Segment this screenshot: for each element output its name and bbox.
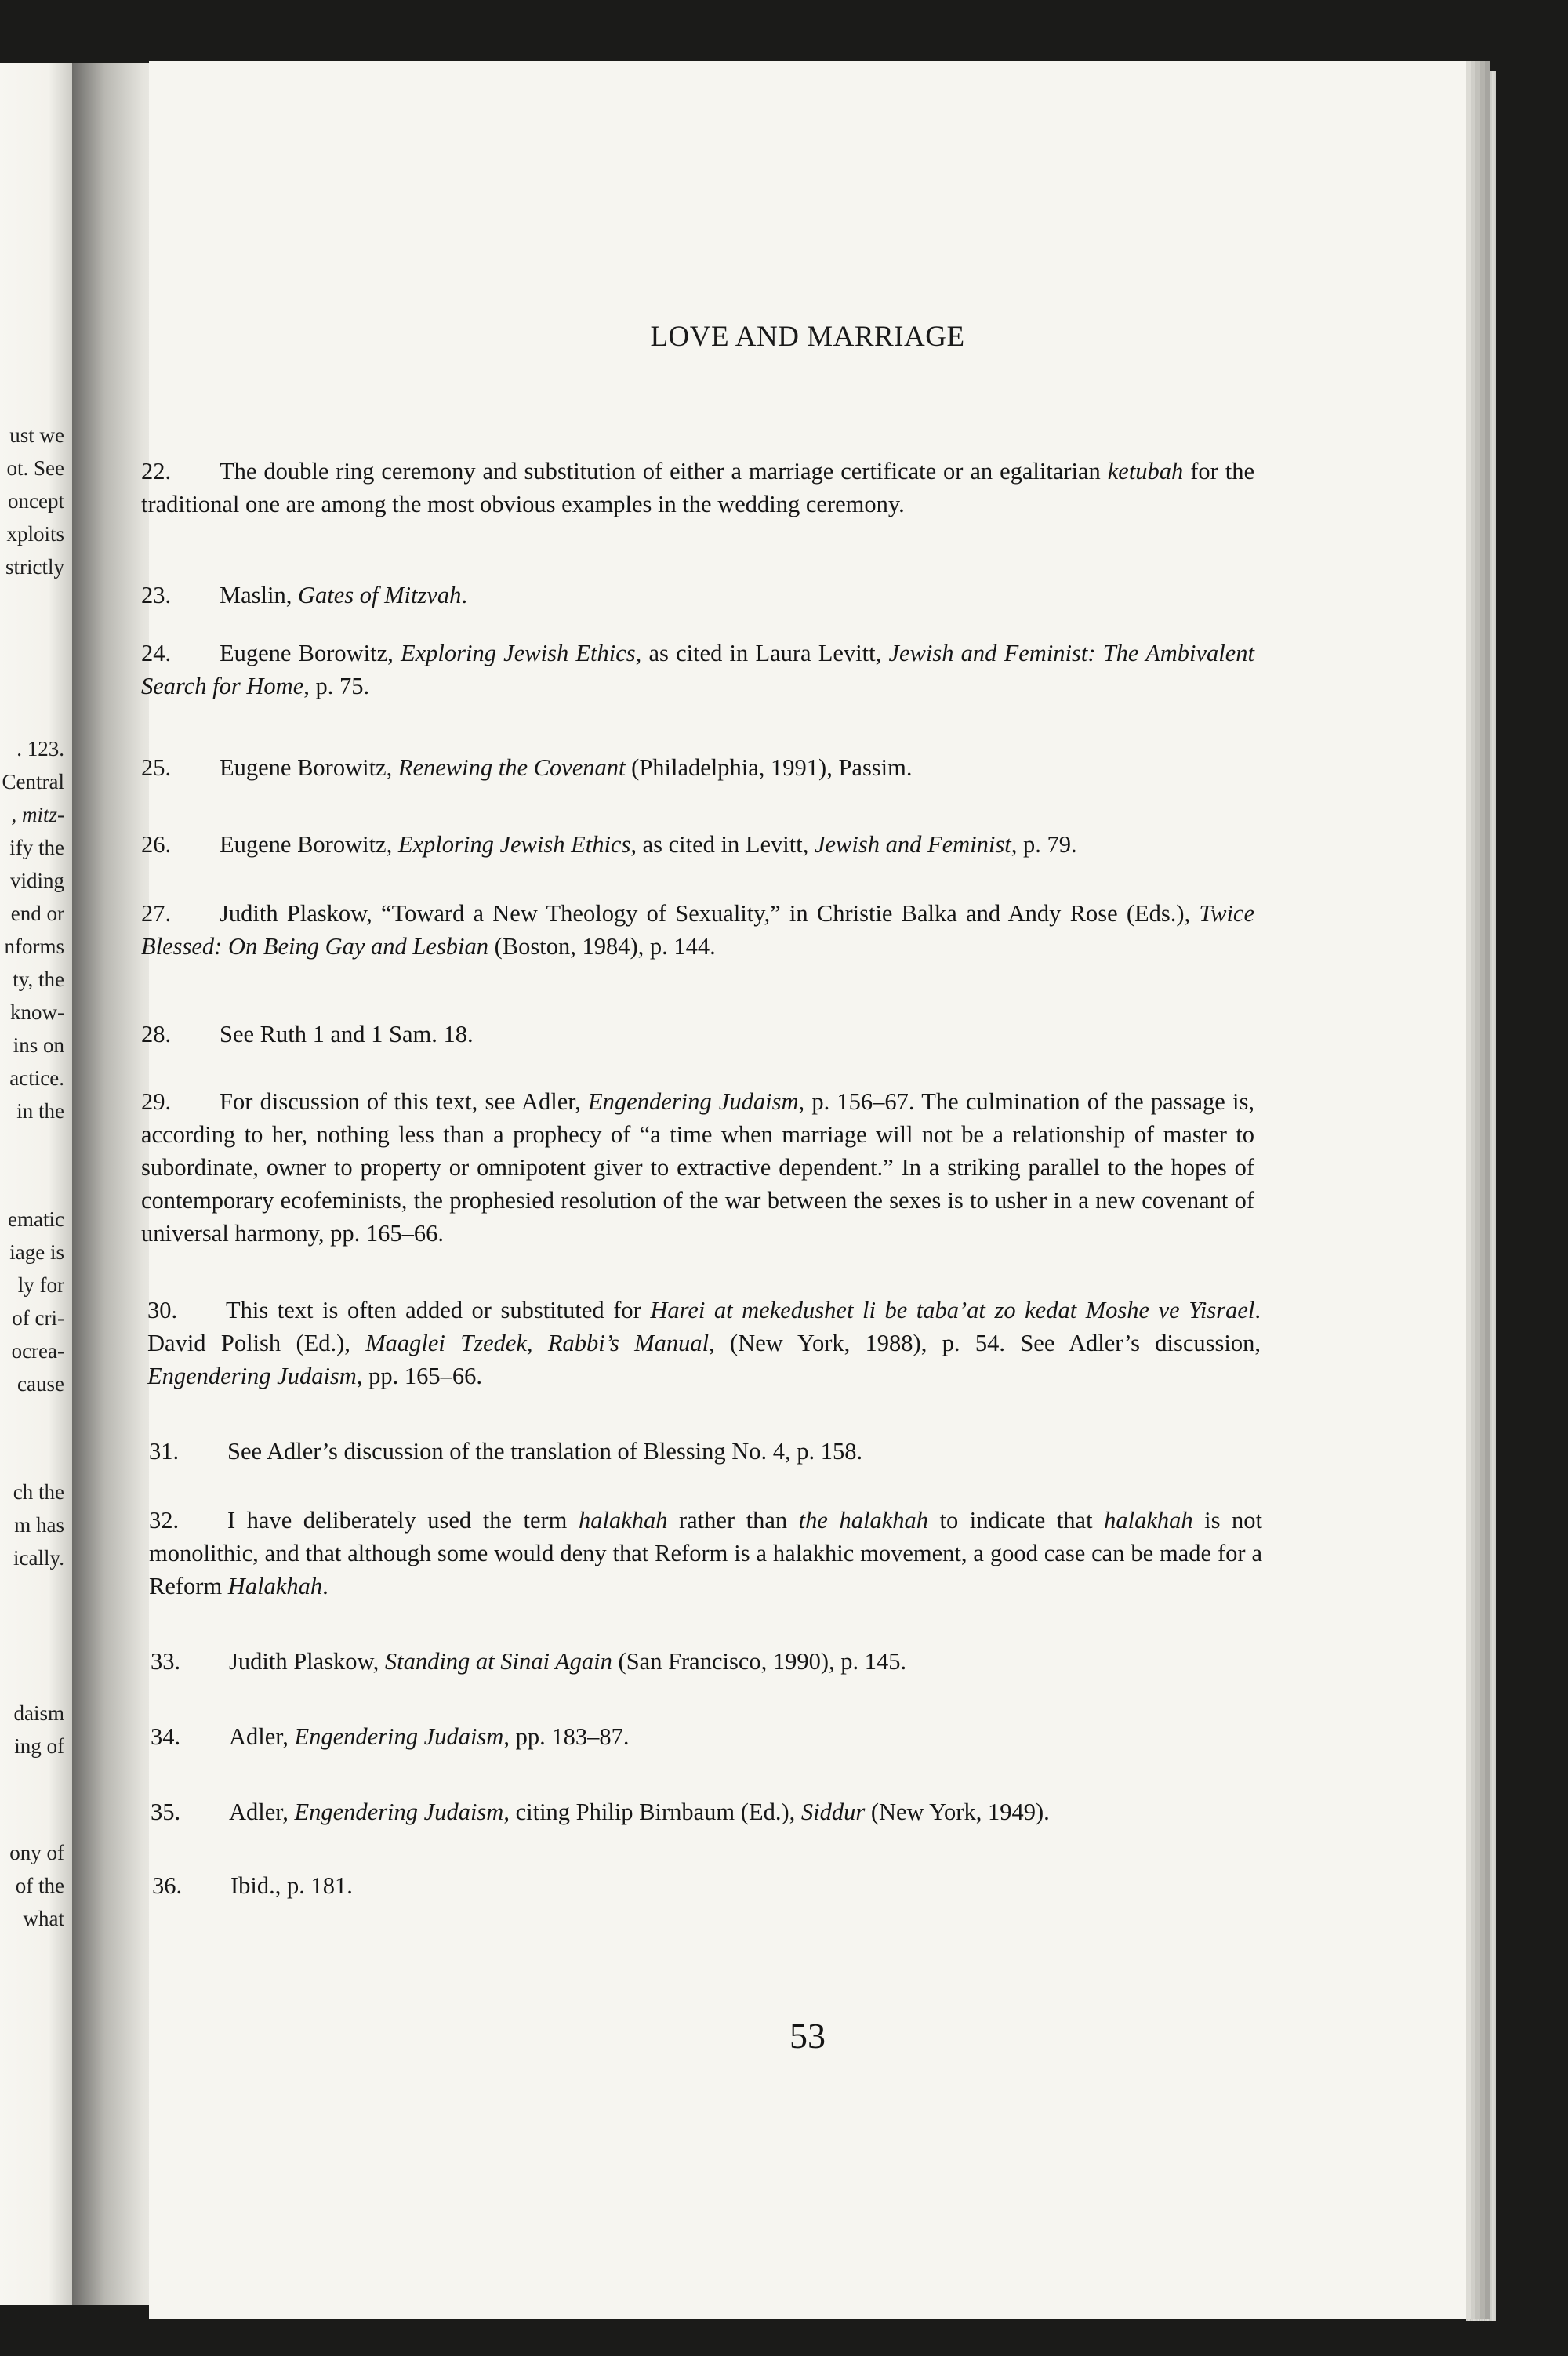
endnote-34: [151, 1720, 1264, 1753]
note-italic: Maaglei Tzedek, Rabbi’s Manual: [365, 1330, 710, 1356]
left-fragment: iage is: [9, 1240, 64, 1264]
note-italic: Jewish and Feminist: The Ambivalent Search for Home: [141, 640, 1255, 699]
endnote-36: [152, 1869, 1265, 1902]
note-number: 27.: [141, 900, 172, 927]
note-italic: Standing at Sinai Again: [384, 1648, 612, 1675]
note-italic: Twice Blessed: On Being Gay and Lesbian: [141, 900, 1254, 960]
note-italic: halakhah: [1104, 1507, 1193, 1534]
note-number: 34.: [151, 1723, 181, 1750]
note-text: See Adler’s discussion of the translation of Blessing No. 4, p. 158.: [227, 1438, 863, 1465]
endnote-32: [149, 1504, 1262, 1603]
note-italic: Exploring Jewish Ethics: [397, 831, 631, 858]
note-text: Maslin,: [220, 582, 298, 608]
note-number: 22.: [141, 458, 172, 485]
note-text: , p. 75.: [303, 673, 370, 699]
note-text: , citing Philip Birnbaum (Ed.),: [503, 1799, 801, 1825]
running-head: LOVE AND MARRIAGE: [650, 321, 965, 353]
left-fragment: ify the: [9, 836, 64, 859]
left-fragment: know-: [10, 1000, 64, 1024]
left-fragment: in the: [16, 1099, 64, 1123]
endnote-28: [141, 1018, 1254, 1051]
endnote-26: [141, 828, 1254, 861]
endnote-35: [151, 1795, 1264, 1828]
note-number: 29.: [141, 1088, 172, 1115]
page-number: 53: [789, 2016, 826, 2056]
note-text: (San Francisco, 1990), p. 145.: [612, 1648, 907, 1675]
endnote-31: [149, 1435, 1262, 1468]
left-fragment: ically.: [13, 1546, 64, 1570]
left-fragment: daism: [13, 1701, 64, 1725]
note-text: Adler,: [229, 1799, 295, 1825]
left-fragment: oncept: [8, 489, 64, 513]
note-text: , pp. 183–87.: [503, 1723, 630, 1750]
left-fragment: ocrea-: [11, 1339, 64, 1363]
note-italic: halakhah: [578, 1507, 668, 1534]
note-italic: Engendering Judaism: [294, 1799, 504, 1825]
note-text: Adler,: [229, 1723, 295, 1750]
left-fragment: nforms: [4, 935, 64, 958]
note-text: I have deliberately used the term: [227, 1507, 579, 1534]
note-text: Eugene Borowitz,: [220, 754, 398, 781]
note-text: Judith Plaskow, “Toward a New Theology of Sexuality,” in Christie Balka and Andy Rose (Eds.),: [220, 900, 1200, 927]
note-italic: Engendering Judaism: [294, 1723, 504, 1750]
left-fragment: cause: [17, 1372, 64, 1396]
note-text: , p. 156–67. The culmination of the passage is, according to her, nothing less than a prophecy of “a time when marriage will not be a relationship of master to subordinate, owner to property or omnipotent giver to extractive dependent.” In a striking parallel to the hopes of contemporary ecofeminists, the prophesied resolution of the war between the sexes is to usher in a new covenant of universal harmony, pp. 165–66.: [141, 1088, 1254, 1247]
note-number: 32.: [149, 1507, 180, 1534]
note-text: Eugene Borowitz,: [220, 640, 401, 666]
note-text: , pp. 165–66.: [356, 1363, 482, 1389]
left-fragment: ins on: [13, 1033, 64, 1057]
note-number: 24.: [141, 640, 172, 666]
note-text: , as cited in Laura Levitt,: [635, 640, 889, 666]
left-fragment: ot. See: [6, 456, 64, 480]
note-italic: Jewish and Feminist: [814, 831, 1011, 858]
endnote-33: [151, 1645, 1264, 1678]
note-text: .: [461, 582, 468, 608]
note-italic: Engendering Judaism: [147, 1363, 357, 1389]
note-text: (New York, 1949).: [865, 1799, 1050, 1825]
endnote-30: [147, 1294, 1261, 1392]
note-italic: Harei at mekedushet li be taba’at zo kedat Moshe ve Yisrael: [650, 1297, 1255, 1323]
left-fragment: ch the: [13, 1480, 64, 1504]
left-fragment: , mitz-: [11, 803, 64, 826]
note-text: rather than: [667, 1507, 799, 1534]
endnote-22: [141, 455, 1254, 521]
note-text: See Ruth 1 and 1 Sam. 18.: [220, 1021, 474, 1047]
left-fragment: of cri-: [12, 1306, 64, 1330]
left-fragment: xploits: [6, 522, 64, 546]
note-text: For discussion of this text, see Adler,: [220, 1088, 589, 1115]
note-italic: Halakhah: [227, 1573, 323, 1599]
note-italic: Renewing the Covenant: [397, 754, 626, 781]
note-text: This text is often added or substituted for: [226, 1297, 651, 1323]
page-block-edge: [1466, 71, 1496, 2321]
left-fragment: actice.: [9, 1066, 64, 1090]
left-fragment: ty, the: [13, 967, 64, 991]
left-fragment: ust we: [9, 423, 64, 447]
left-fragment: viding: [9, 869, 64, 892]
note-text: , (New York, 1988), p. 54. See Adler’s discussion,: [709, 1330, 1261, 1356]
left-fragment: ing of: [14, 1734, 64, 1758]
left-fragment: end or: [10, 902, 64, 925]
left-fragment: of the: [15, 1874, 64, 1897]
left-fragment: ony of: [9, 1841, 64, 1864]
left-fragment: ly for: [17, 1273, 64, 1297]
endnote-25: [141, 751, 1254, 784]
endnote-23: [141, 579, 1254, 612]
left-fragment: Central: [2, 770, 64, 793]
left-fragment: m has: [14, 1513, 64, 1537]
note-text: . David Polish (Ed.),: [147, 1297, 1261, 1356]
left-fragment: strictly: [5, 555, 64, 579]
note-text: , as cited in Levitt,: [630, 831, 815, 858]
note-text: for the traditional one are among the most obvious examples in the wedding ceremony.: [141, 458, 1254, 517]
note-italic: Exploring Jewish Ethics: [401, 640, 636, 666]
note-number: 33.: [151, 1648, 181, 1675]
note-number: 36.: [152, 1872, 183, 1899]
note-text: (Philadelphia, 1991), Passim.: [625, 754, 913, 781]
note-italic: Siddur: [800, 1799, 866, 1825]
note-number: 35.: [151, 1799, 181, 1825]
left-fragment: what: [23, 1907, 64, 1930]
note-number: 25.: [141, 754, 172, 781]
endnote-29: [141, 1085, 1254, 1250]
note-text: Judith Plaskow,: [229, 1648, 385, 1675]
note-number: 28.: [141, 1021, 172, 1047]
note-italic: Engendering Judaism: [588, 1088, 799, 1115]
note-number: 23.: [141, 582, 172, 608]
note-number: 26.: [141, 831, 172, 858]
note-italic: ketubah: [1107, 458, 1184, 485]
note-text: .: [322, 1573, 328, 1599]
endnote-24: [141, 637, 1254, 702]
note-number: 30.: [147, 1297, 178, 1323]
note-text: (Boston, 1984), p. 144.: [488, 933, 716, 960]
note-italic: Gates of Mitzvah: [297, 582, 462, 608]
book-page: [141, 61, 1466, 2319]
note-text: to indicate that: [927, 1507, 1105, 1534]
left-fragment: ematic: [8, 1207, 64, 1231]
note-text: Ibid., p. 181.: [230, 1872, 353, 1899]
note-text: is not monolithic, and that although some would deny that Reform is a halakhic movement, a good case can be made for a Reform: [149, 1507, 1263, 1599]
note-text: Eugene Borowitz,: [220, 831, 398, 858]
note-text: The double ring ceremony and substitution of either a marriage certificate or an egalitarian: [220, 458, 1108, 485]
note-number: 31.: [149, 1438, 180, 1465]
left-fragment: . 123.: [16, 737, 64, 761]
note-italic: the halakhah: [798, 1507, 928, 1534]
endnote-27: [141, 897, 1254, 963]
note-text: , p. 79.: [1011, 831, 1077, 858]
